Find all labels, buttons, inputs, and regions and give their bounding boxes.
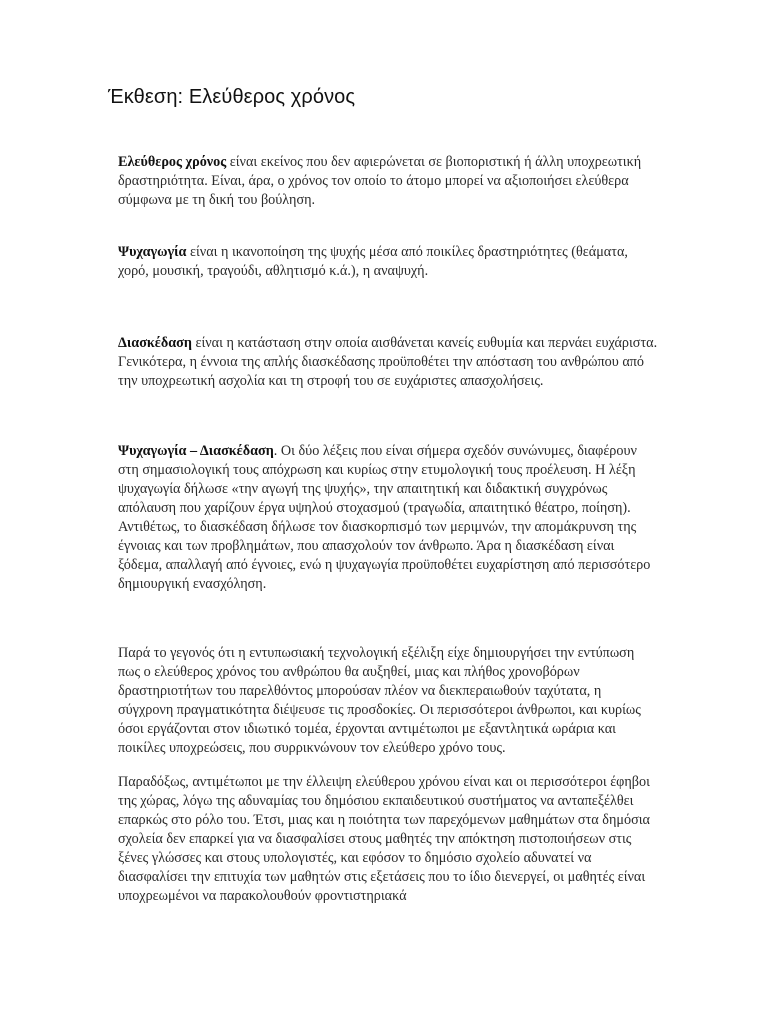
paragraph-text: είναι η κατάσταση στην οποία αισθάνεται κανείς ευθυμία και περνάει ευχάριστα. Γενικότερα, η έννοια της απλής διασκέδασης προϋποθέτει την απόσταση του ανθρώπου από την υποχρεωτική ασχολία και τη στροφή του σε ευχάριστες απασχολήσεις. (118, 335, 658, 389)
term-amusement: Διασκέδαση (118, 335, 192, 351)
paragraph-entertainment-vs-amusement (118, 442, 658, 594)
paragraph-teenagers-free-time (118, 773, 658, 906)
term-entertainment: Ψυχαγωγία (118, 244, 187, 260)
paragraph-technology-free-time (118, 644, 658, 758)
paragraph-text: είναι εκείνος που δεν αφιερώνεται σε βιοποριστική ή άλλη υποχρεωτική δραστηριότητα. Είναι, άρα, ο χρόνος τον οποίο το άτομο μπορεί να αξιοποιήσει ελεύθερα σύμφωνα με τη δική του βούληση. (118, 154, 642, 208)
paragraph-text: Παρά το γεγονός ότι η εντυπωσιακή τεχνολογική εξέλιξη είχε δημιουργήσει την εντύπωση πως ο ελεύθερος χρόνος του ανθρώπου θα αυξηθεί, μιας και πλήθος χρονοβόρων δραστηριοτήτων του παρελθόντος μπορούσαν πλέον να διεκπεραιωθούν ταχύτατα, η σύγχρονη πραγματικότητα διέψευσε τις προσδοκίες. Οι περισσότεροι άνθρωποι, και κυρίως όσοι εργάζονται στον ιδιωτικό τομέα, έρχονται αντιμέτωποι με εξαντλητικά ωράρια και ποικίλες υποχρεώσεις, που συρρικνώνουν τον ελεύθερο χρόνο τους. (118, 645, 641, 756)
paragraph-text: είναι η ικανοποίηση της ψυχής μέσα από ποικίλες δραστηριότητες (θεάματα, χορό, μουσική, τραγούδι, αθλητισμό κ.ά.), η αναψυχή. (118, 244, 628, 279)
paragraph-text: Παραδόξως, αντιμέτωποι με την έλλειψη ελεύθερου χρόνου είναι και οι περισσότεροι έφηβοι της χώρας, λόγω της αδυναμίας του δημόσιου εκπαιδευτικού συστήματος να ανταπεξέλθει επαρκώς στο ρόλο του. Έτσι, μιας και η ποιότητα των παρεχόμενων μαθημάτων στα δημόσια σχολεία δεν επαρκεί για να διασφαλίσει στους μαθητές την απόκτηση πιστοποιήσεων στις ξένες γλώσσες και στους υπολογιστές, και εφόσον το δημόσιο σχολείο αδυνατεί να διασφαλίσει την επιτυχία των μαθητών στις εξετάσεις που το ίδιο διενεργεί, οι μαθητές είναι υποχρεωμένοι να παρακολουθούν φροντιστηριακά (118, 774, 650, 904)
term-entertainment-amusement: Ψυχαγωγία – Διασκέδαση (118, 443, 274, 459)
paragraph-amusement-definition (118, 334, 658, 391)
term-free-time: Ελεύθερος χρόνος (118, 154, 227, 170)
paragraph-free-time-definition (118, 153, 658, 210)
paragraph-text: . Οι δύο λέξεις που είναι σήμερα σχεδόν συνώνυμες, διαφέρουν στη σημασιολογική τους απόχρωση και κυρίως στην ετυμολογική τους προέλευση. Η λέξη ψυχαγωγία δήλωσε «την αγωγή της ψυχής», την απαιτητική και διδακτική συγχρόνως απόλαυση που χαρίζουν έργα υψηλού στοχασμού (τραγωδία, απαιτητικό θέατρο, ποίηση). Αντιθέτως, το διασκέδαση δήλωσε τον διασκορπισμό των μεριμνών, την απομάκρυνση της έγνοιας και των προβλημάτων, που απασχολούν τον άνθρωπο. Άρα η διασκέδαση είναι ξόδεμα, απαλλαγή από έγνοιες, ενώ η ψυχαγωγία προϋποθέτει ευχαρίστηση από περισσότερο δημιουργική ενασχόληση. (118, 443, 651, 592)
paragraph-entertainment-definition (118, 243, 658, 281)
document-title: Έκθεση: Ελεύθερος χρόνος (108, 86, 356, 108)
